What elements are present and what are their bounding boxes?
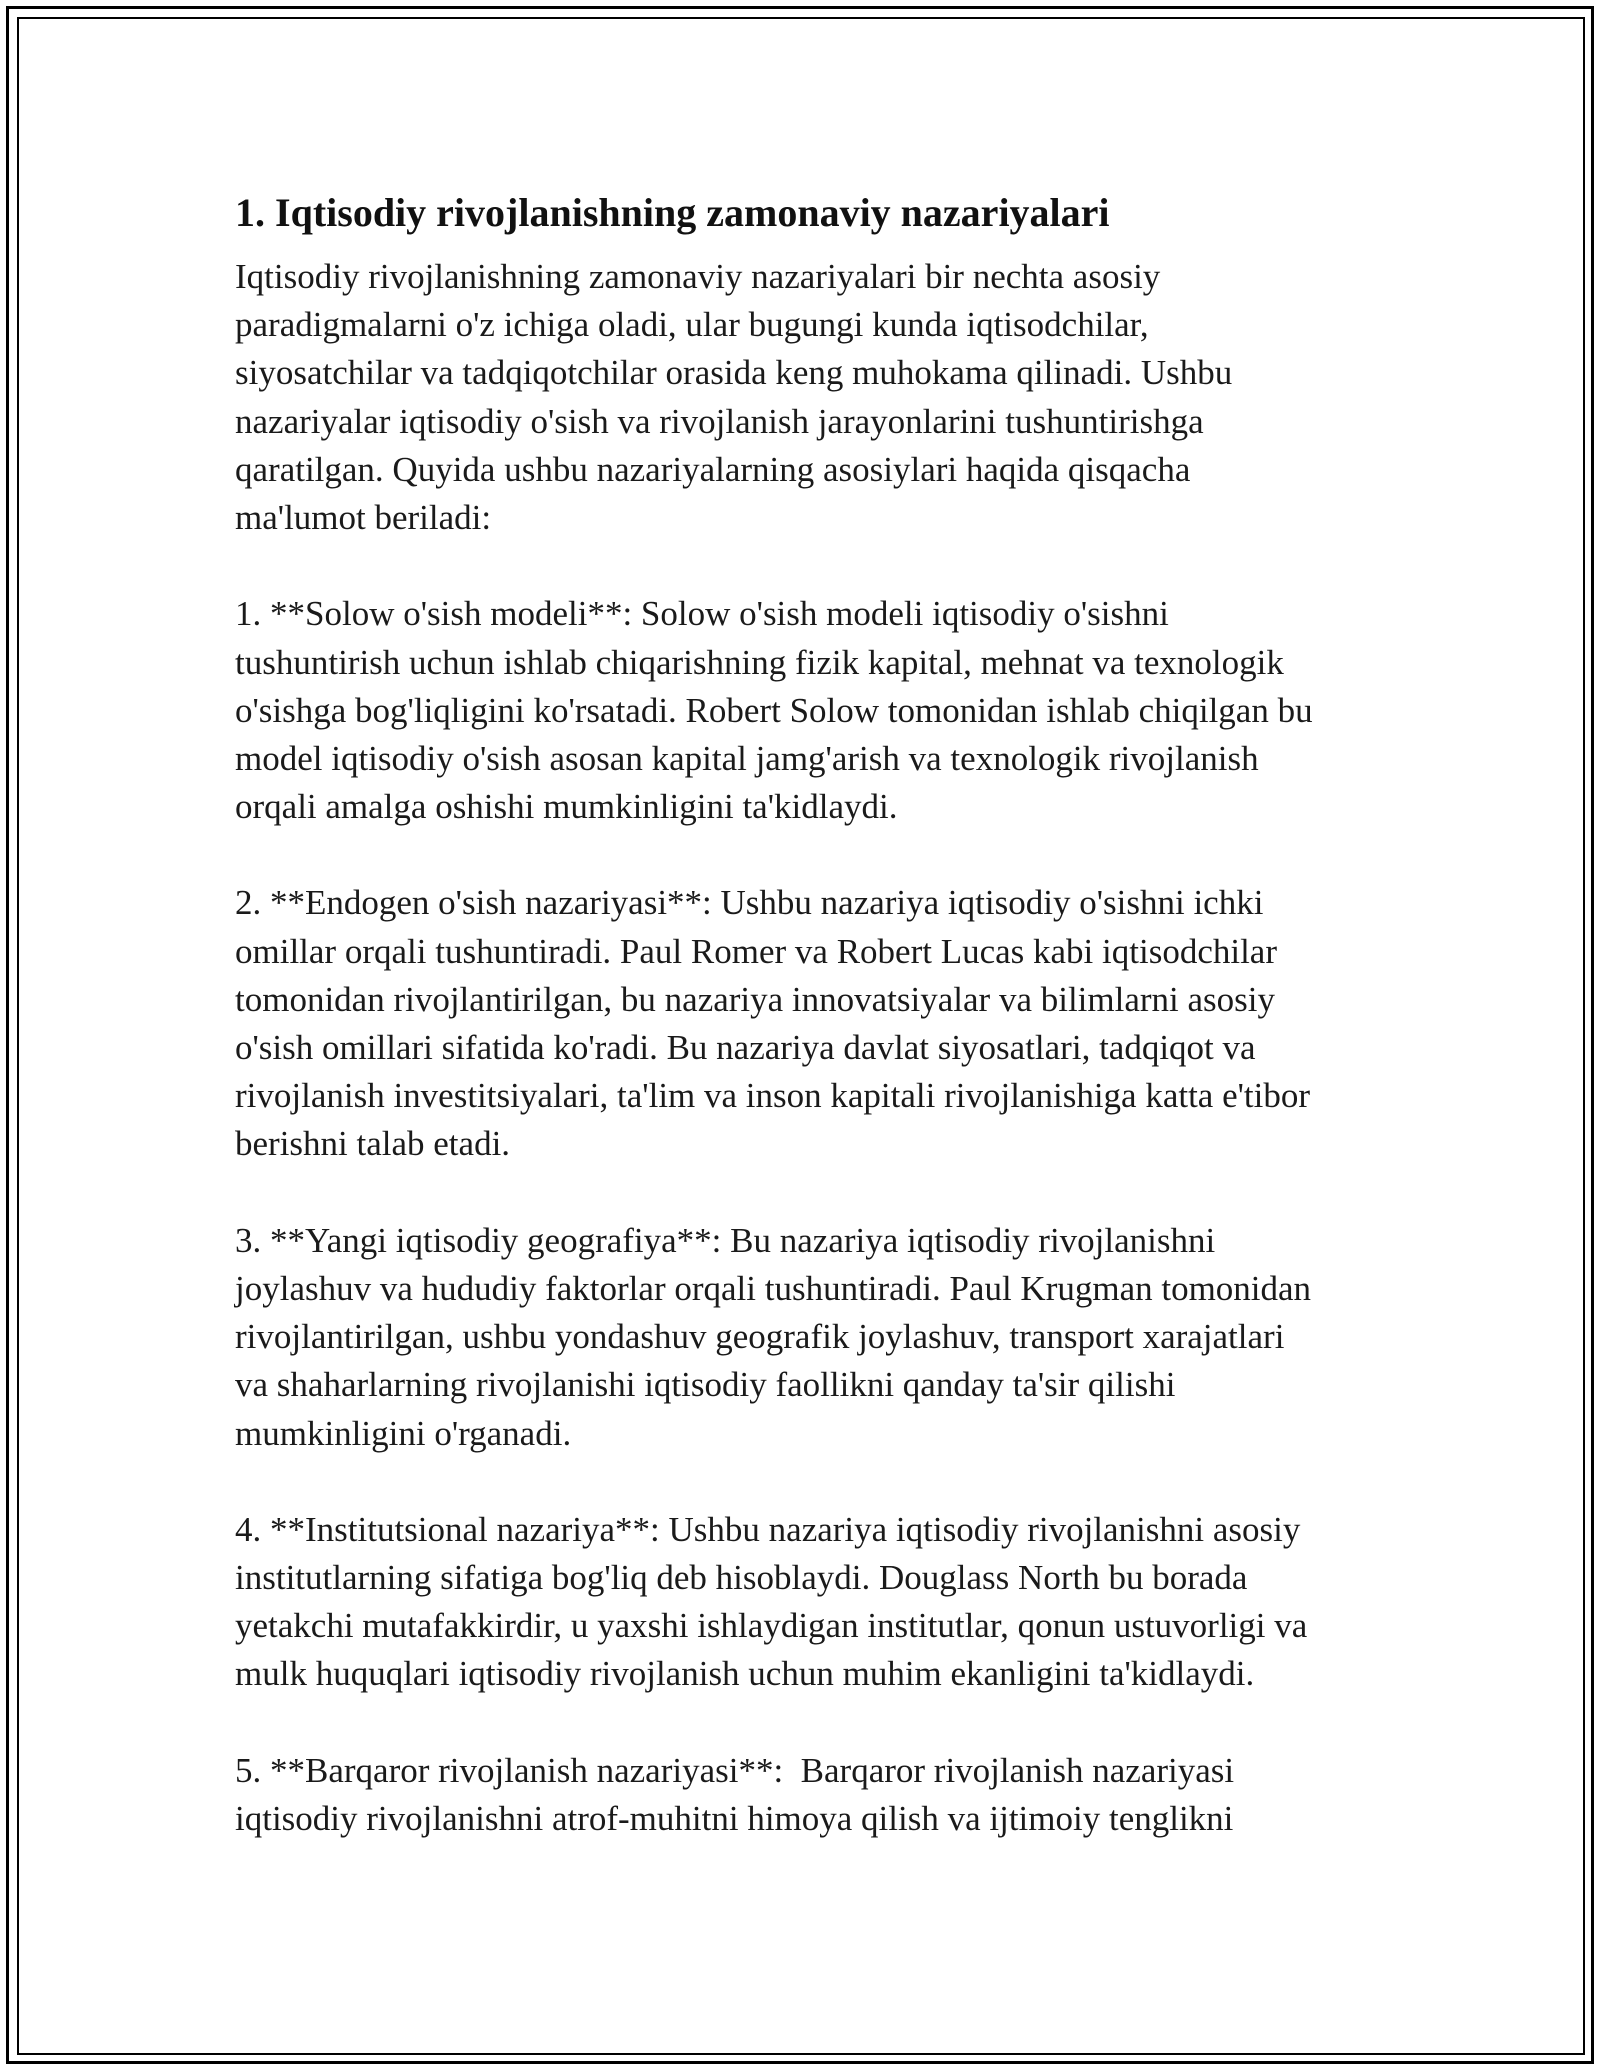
text-line: tomonidan rivojlantirilgan, bu nazariya innovatsiyalar va bilimlarni asosiy [235,979,1276,1019]
document-body [235,186,1375,1843]
text-line: rivojlantirilgan, ushbu yondashuv geografik joylashuv, transport xarajatlari [235,1317,1285,1357]
blank-line [235,542,1375,590]
text-line: 5. **Barqaror rivojlanish nazariyasi**: Barqaror rivojlanish nazariyasi [235,1750,1235,1790]
text-line: institutlarning sifatiga bog'liq deb hisoblaydi. Douglass North bu borada [235,1558,1248,1598]
text-line: tushuntirish uchun ishlab chiqarishning fizik kapital, mehnat va texnologik [235,642,1284,682]
text-line: yetakchi mutafakkirdir, u yaxshi ishlaydigan institutlar, qonun ustuvorligi va [235,1606,1308,1646]
text-line: 4. **Institutsional nazariya**: Ushbu nazariya iqtisodiy rivojlanishni asosiy [235,1509,1301,1549]
text-line: 2. **Endogen o'sish nazariyasi**: Ushbu nazariya iqtisodiy o'sishni ichki [235,883,1264,923]
blank-line [235,831,1375,879]
text-line: o'sish omillari sifatida ko'radi. Bu nazariya davlat siyosatlari, tadqiqot va [235,1028,1256,1067]
text-line: mumkinligini o'rganadi. [235,1413,572,1453]
text-line: paradigmalarni o'z ichiga oladi, ular bugungi kunda iqtisodchilar, [235,305,1149,345]
text-line: va shaharlarning rivojlanishi iqtisodiy faollikni qanday ta'sir qilishi [235,1365,1176,1405]
text-line: 1. **Solow o'sish modeli**: Solow o'sish modeli iqtisodiy o'sishni [235,594,1169,634]
blank-line [235,1699,1375,1747]
text-line: orqali amalga oshishi mumkinligini ta'kidlaydi. [235,787,898,827]
text-line: mulk huquqlari iqtisodiy rivojlanish uchun muhim ekanligini ta'kidlaydi. [235,1654,1255,1694]
blank-line [235,1169,1375,1217]
text-line: omillar orqali tushuntiradi. Paul Romer va Robert Lucas kabi iqtisodchilar [235,931,1278,971]
text-line: rivojlanish investitsiyalari, ta'lim va inson kapitali rivojlanishiga katta e'tibor [235,1076,1311,1116]
text-line: siyosatchilar va tadqiqotchilar orasida keng muhokama qilinadi. Ushbu [235,353,1233,393]
document-title: 1. Iqtisodiy rivojlanishning zamonaviy nazariyalari [235,190,1110,235]
text-line: o'sishga bog'liqligini ko'rsatadi. Robert Solow tomonidan ishlab chiqilgan bu [235,690,1313,730]
text-line: iqtisodiy rivojlanishni atrof-muhitni himoya qilish va ijtimoiy tenglikni [235,1799,1234,1838]
text-line: nazariyalar iqtisodiy o'sish va rivojlanish jarayonlarini tushuntirishga [235,401,1204,441]
text-line: berishni talab etadi. [235,1124,511,1164]
blank-line [235,1458,1375,1506]
text-line: Iqtisodiy rivojlanishning zamonaviy nazariyalari bir nechta asosiy [235,257,1161,296]
text-line: model iqtisodiy o'sish asosan kapital jamg'arish va texnologik rivojlanish [235,738,1259,778]
text-line: 3. **Yangi iqtisodiy geografiya**: Bu nazariya iqtisodiy rivojlanishni [235,1220,1216,1260]
text-line: qaratilgan. Quyida ushbu nazariyalarning asosiylari haqida qisqacha [235,449,1191,489]
text-line: ma'lumot beriladi: [235,497,492,537]
document-text [235,253,1375,1843]
text-line: joylashuv va hududiy faktorlar orqali tushuntiradi. Paul Krugman tomonidan [235,1268,1312,1308]
